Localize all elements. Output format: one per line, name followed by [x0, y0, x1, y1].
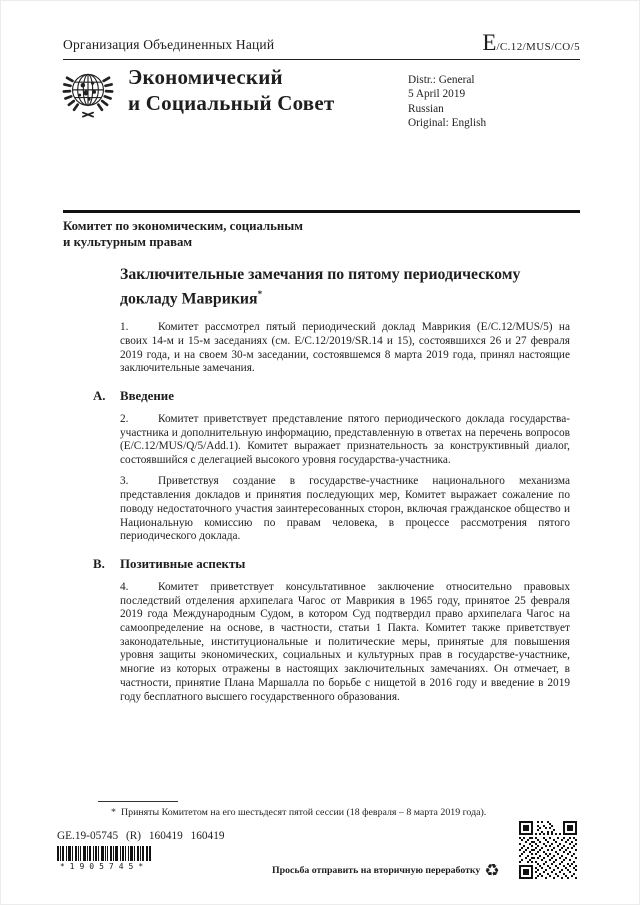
section-heading-a [93, 389, 570, 404]
paragraph-3 [120, 475, 570, 544]
un-emblem-icon [55, 61, 121, 127]
footnote-divider [98, 801, 178, 802]
distr-original: Original: English [408, 117, 487, 130]
distr-language: Russian [408, 102, 444, 115]
qr-code-icon [519, 821, 577, 879]
paragraph-1 [120, 321, 570, 376]
committee-name [63, 219, 303, 251]
header-divider [63, 59, 580, 60]
document-symbol-initial: E [482, 30, 497, 55]
recycle-note [272, 861, 500, 881]
council-name-line2: и Социальный Совет [128, 91, 335, 115]
section-a-title: Введение [120, 389, 174, 404]
document-symbol [482, 30, 580, 56]
footnote [98, 807, 550, 819]
document-title-line2: докладу Маврикия [120, 289, 258, 307]
section-heading-b [93, 556, 570, 572]
paragraph-2 [120, 413, 570, 468]
section-b-letter: B. [93, 556, 105, 571]
section-divider [63, 210, 580, 213]
council-name [128, 64, 334, 116]
title-footnote-marker: * [257, 288, 263, 299]
document-symbol-rest: /C.12/MUS/CO/5 [496, 41, 580, 53]
council-name-line1: Экономический [128, 65, 283, 89]
document-title [120, 265, 570, 308]
section-b-title: Позитивные аспекты [120, 556, 246, 571]
paragraph-2-text: Комитет приветствует представление пятого периодического доклада государства-участника и дополнительную информацию, представленную в ответах на перечень вопросов (E/C.12/MUS/Q/5/Add.1). Комитет выражает признательность за конструктивный диалог, состоявшийся с делегацией высокого уровня государства-участника. [120, 413, 570, 467]
paragraph-4-number: 4. [120, 580, 129, 593]
distribution-block [408, 73, 486, 131]
recycle-note-text: Просьба отправить на вторичную переработку [272, 865, 481, 876]
footnote-text: Приняты Комитетом на его шестьдесят пятой сессии (18 февраля – 8 марта 2019 года). [121, 807, 487, 818]
ge-document-number: GE.19-05745 (R) 160419 160419 [57, 830, 225, 842]
paragraph-4 [120, 581, 570, 704]
org-name: Организация Объединенных Наций [63, 37, 275, 52]
paragraph-4-text: Комитет приветствует консультативное заключение относительно правовых последствий отделения архипелага Чагос от Маврикия в 1965 году, принятое 25 февраля 2019 года Международным Судом, в котором Суд подтвердил право архипелага Чагос на самоопределение на основе, в частности, статьи 1 Пакта. Комитет также приветствует законодательные, институциональные и политические меры, принятые для повышения уровня защиты экономических, социальных и культурных прав в государстве-участнике, многие из которых отражены в настоящих заключительных замечаниях. Он отмечает, в частности, принятие Плана Маршалла по борьбе с нищетой в 2016 году и введение в 2019 году бесплатного высшего государственного образования. [120, 580, 570, 703]
paragraph-3-text: Приветствуя создание в государстве-участнике национального механизма представления докладов и принятия последующих мер, Комитет выражает сожаление по поводу недостаточного участия заинтересованных сторон, включая гражданское общество и Национальную комиссию по правам человека, в процессе рассмотрения пятого периодического доклада. [120, 475, 570, 543]
paragraph-1-text: Комитет рассмотрел пятый периодический доклад Маврикия (E/C.12/MUS/5) на своих 14-м и 15-м заседаниях (см. E/C.12/2019/SR.14 и 15), состоявшихся 26 и 27 февраля 2019 года, и на своем 30-м заседании, состоявшемся 8 марта 2019 года, принял настоящие заключительные замечания. [120, 321, 570, 375]
paragraph-2-number: 2. [120, 413, 129, 426]
main-content [93, 265, 570, 712]
committee-name-line1: Комитет по экономическим, социальным [63, 219, 304, 233]
section-a-letter: A. [93, 389, 106, 404]
committee-name-line2: и культурным правам [63, 234, 193, 249]
footnote-marker: * [111, 807, 116, 818]
paragraph-1-number: 1. [120, 321, 129, 334]
document-title-line1: Заключительные замечания по пятому периодическому [120, 266, 521, 283]
distr-type: Distr.: General [408, 74, 475, 86]
barcode-icon [57, 846, 151, 874]
distr-date: 5 April 2019 [408, 88, 466, 101]
recycle-icon: ♻ [484, 861, 500, 881]
barcode-text: *1905745* [57, 861, 151, 871]
paragraph-3-number: 3. [120, 475, 129, 488]
